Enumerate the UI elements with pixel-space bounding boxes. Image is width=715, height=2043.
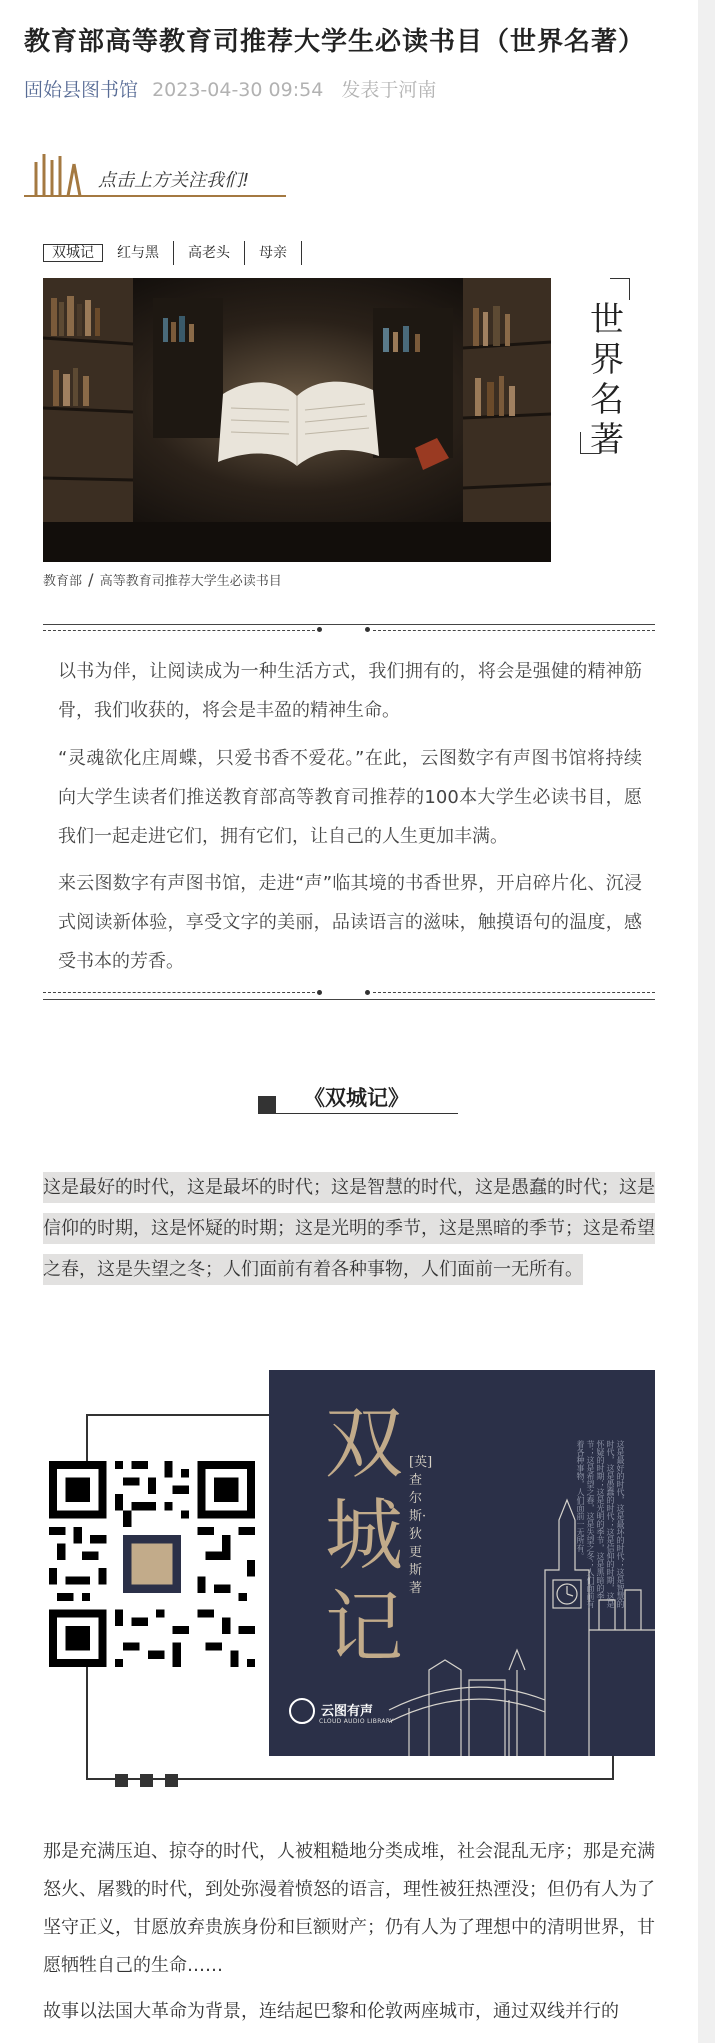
divider-bottom xyxy=(43,990,655,1002)
promo-square-3 xyxy=(165,1774,178,1787)
publish-time: 2023-04-30 09:54 xyxy=(152,79,324,101)
body-paragraph-1: 那是充满压迫、掠夺的时代，人被粗糙地分类成堆，社会混乱无序；那是充满怒火、屠戮的时代，到处弥漫着愤怒的语言，理性被狂热湮没；但仍有人为了坚守正义，甘愿放弃贵族身份和巨额财产；仍有人为了理想中的清明世界，甘愿牺牲自己的生命…… xyxy=(43,1841,655,1976)
opening-quote xyxy=(43,1167,655,1290)
follow-text: 点击上方关注我们! xyxy=(98,170,250,191)
vertical-title-frame xyxy=(580,278,630,460)
section-heading-text: 《双城记》 xyxy=(304,1086,409,1110)
cover-blurb-column xyxy=(575,1440,625,1610)
heading-underline xyxy=(276,1113,458,1114)
cover-brand: 云图有声 xyxy=(321,1704,374,1719)
heading-square xyxy=(258,1096,276,1114)
promo-square-2 xyxy=(140,1774,153,1787)
follow-banner[interactable] xyxy=(24,150,286,200)
book-tabs xyxy=(43,240,302,266)
books-icon xyxy=(24,150,86,196)
image-caption xyxy=(43,570,282,589)
caption-separator: / xyxy=(88,570,94,589)
cover-title: 双城记 xyxy=(325,1399,404,1673)
qr-code[interactable] xyxy=(49,1461,255,1667)
library-hero-image xyxy=(43,278,551,562)
book-cover[interactable] xyxy=(269,1370,655,1756)
brand-logo-icon xyxy=(289,1698,315,1724)
follow-underline xyxy=(24,195,286,197)
audiobook-promo xyxy=(43,1370,655,1790)
divider-top xyxy=(43,622,655,634)
bracket-bottom-left xyxy=(580,432,600,454)
intro-paragraph-3: 来云图数字有声图书馆，走进“声”临其境的书香世界，开启碎片化、沉浸式阅读新体验，享受文字的美丽，品读语言的滋味，触摸语句的温度，感受书本的芳香。 xyxy=(58,873,642,972)
bracket-top-right xyxy=(610,278,630,300)
tab-book-4[interactable]: 母亲 xyxy=(245,241,302,265)
quote-text: 这是最好的时代，这是最坏的时代；这是智慧的时代，这是愚蠢的时代；这是信仰的时期，这是怀疑的时期；这是光明的季节，这是黑暗的季节；这是希望之春，这是失望之冬；人们面前有着各种事物，人们面前一无所有。 xyxy=(43,1172,655,1285)
cover-blurb-text: 这是最好的时代，这是最坏的时代；这是智慧的时代，这是愚蠢的时代；这是信仰的时期，这是怀疑的时期；这是光明的季节，这是黑暗的季节；这是希望之春，这是失望之冬；人们面前有着各种事物，人们面前一无所有。 xyxy=(576,1440,625,1608)
section-heading xyxy=(258,1082,440,1116)
article-meta xyxy=(24,76,436,104)
page-scrollbar[interactable] xyxy=(698,0,715,2043)
body-paragraph-2: 故事以法国大革命为背景，连结起巴黎和伦敦两座城市，通过双线并行的 xyxy=(43,2001,619,2022)
tab-book-1[interactable]: 双城记 xyxy=(43,244,103,262)
publish-location: 发表于河南 xyxy=(341,79,437,101)
intro-paragraph-2: “灵魂欲化庄周蝶，只爱书香不爱花。”在此，云图数字有声图书馆将持续向大学生读者们推送教育部高等教育司推荐的100本大学生必读书目，愿我们一起走进它们，拥有它们，让自己的人生更加丰满。 xyxy=(58,748,642,847)
article-title: 教育部高等教育司推荐大学生必读书目（世界名著） xyxy=(24,27,646,57)
tab-book-2[interactable]: 红与黑 xyxy=(103,241,174,265)
vertical-title: 世界名著 xyxy=(590,300,624,460)
cover-author: [英]查尔斯·狄更斯 著 xyxy=(409,1455,433,1596)
account-name-link[interactable]: 固始县图书馆 xyxy=(24,79,139,101)
caption-text: 高等教育司推荐大学生必读书目 xyxy=(99,574,282,589)
cover-brand-en: CLOUD AUDIO LIBRARY xyxy=(319,1718,394,1725)
tab-book-3[interactable]: 高老头 xyxy=(174,241,245,265)
promo-square-1 xyxy=(115,1774,128,1787)
caption-org: 教育部 xyxy=(43,574,83,589)
intro-paragraph-1: 以书为伴，让阅读成为一种生活方式，我们拥有的，将会是强健的精神筋骨，我们收获的，将会是丰盈的精神生命。 xyxy=(58,661,642,721)
